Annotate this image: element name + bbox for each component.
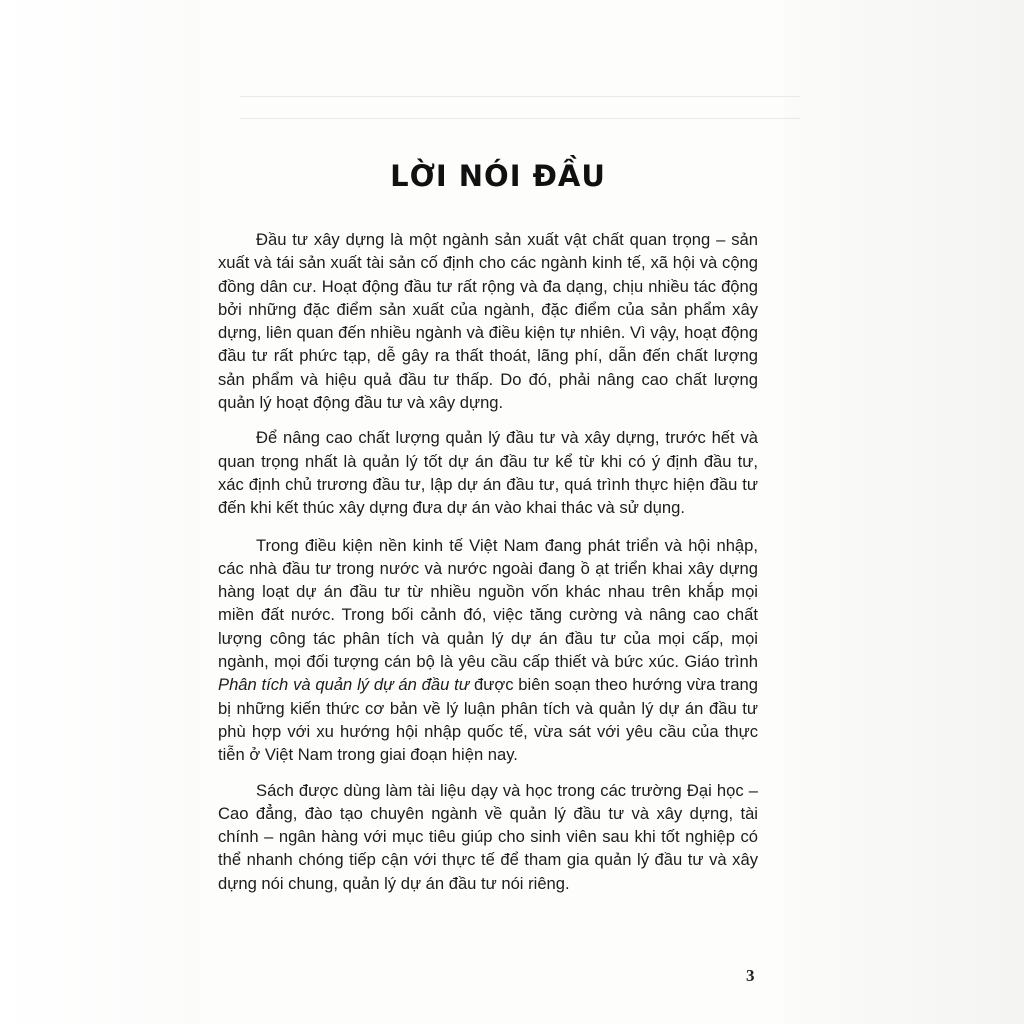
page-title: LỜI NÓI ĐẦU bbox=[390, 159, 606, 194]
paragraph-1: Đầu tư xây dựng là một ngành sản xuất vật chất quan trọng – sản xuất và tái sản xuất tài sản cố định cho các ngành kinh tế, xã hội và cộng đồng dân cư. Hoạt động đầu tư rất rộng và đa dạng, chịu nhiều tác động bởi những đặc điểm sản xuất của ngành, đặc điểm của sản phẩm xây dựng, liên quan đến nhiều ngành và điều kiện tự nhiên. Vì vậy, hoạt động đầu tư rất phức tạp, dễ gây ra thất thoát, lãng phí, dẫn đến chất lượng sản phẩm và hiệu quả đầu tư thấp. Do đó, phải nâng cao chất lượng quản lý hoạt động đầu tư và xây dựng. bbox=[218, 230, 758, 413]
paragraph-4: Sách được dùng làm tài liệu dạy và học trong các trường Đại học – Cao đẳng, đào tạo chuyên ngành về quản lý đầu tư và xây dựng, tài chính – ngân hàng với mục tiêu giúp cho sinh viên sau khi tốt nghiệp có thể nhanh chóng tiếp cận với thực tế để tham gia quản lý đầu tư và xây dựng nói chung, quản lý dự án đầu tư nói riêng. bbox=[218, 780, 758, 893]
paragraph-2: Để nâng cao chất lượng quản lý đầu tư và xây dựng, trước hết và quan trọng nhất là quản lý tốt dự án đầu tư kể từ khi có ý định đầu tư, xác định chủ trương đầu tư, lập dự án đầu tư, quá trình thực hiện đầu tư đến khi kết thúc xây dựng đưa dự án vào khai thác và sử dụng. bbox=[218, 428, 758, 518]
page-number: 3 bbox=[746, 966, 755, 985]
scan-margin-left bbox=[0, 0, 200, 1024]
show-through-line bbox=[240, 118, 800, 119]
paragraph-3 bbox=[218, 534, 758, 767]
book-title-italic: Phân tích và quản lý dự án đầu tư bbox=[218, 675, 470, 695]
paragraph-3-lead: Trong điều kiện nền kinh tế Việt Nam đang phát triển và hội nhập, các nhà đầu tư trong nước và nước ngoài đang ồ ạt triển khai xây dựng hàng loạt dự án đầu tư từ nhiều nguồn vốn khác nhau trên khắp mọi miền đất nước. Trong bối cảnh đó, việc tăng cường và nâng cao chất lượng công tác phân tích và quản lý dự án đầu tư của mọi cấp, mọi ngành, mọi đối tượng cán bộ là yêu cầu cấp thiết và bức xúc. Giáo trình bbox=[218, 535, 758, 672]
body-text bbox=[218, 228, 758, 907]
show-through-line bbox=[240, 96, 800, 97]
paragraph-3-tail: được biên soạn theo hướng vừa trang bị những kiến thức cơ bản về lý luận phân tích và quản lý dự án đầu tư phù hợp với xu hướng hội nhập quốc tế, vừa sát với yêu cầu của thực tiễn ở Việt Nam trong giai đoạn hiện nay. bbox=[218, 675, 759, 765]
scan-margin-right bbox=[784, 0, 1024, 1024]
